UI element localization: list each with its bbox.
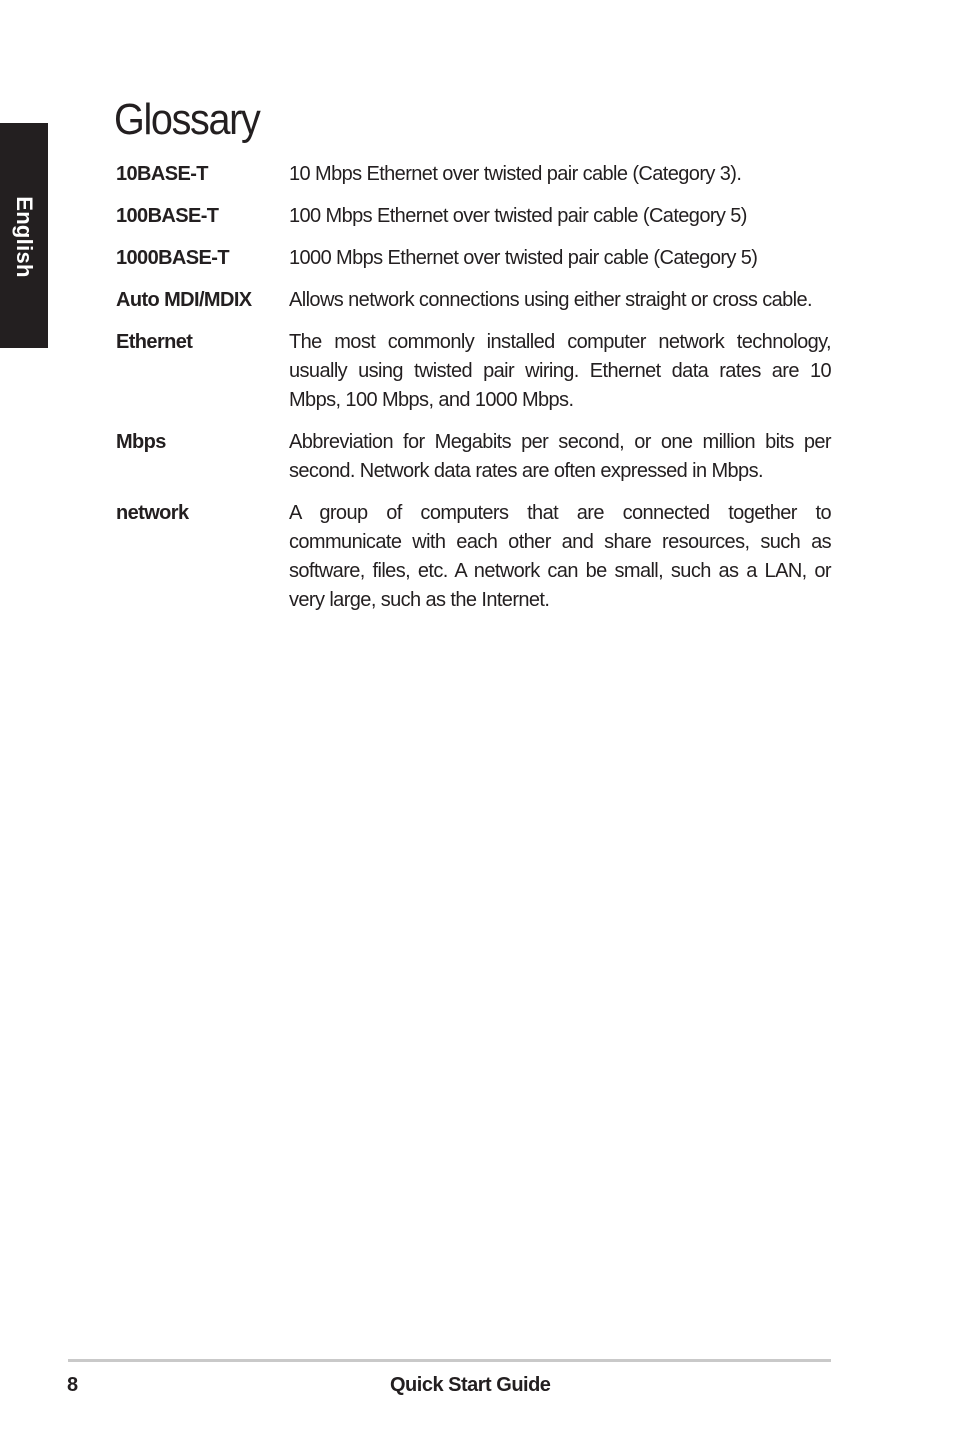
glossary-entry: [116, 286, 831, 315]
glossary-entry: [116, 499, 831, 615]
glossary-list: [116, 160, 831, 628]
footer-divider: [68, 1359, 831, 1362]
glossary-definition: Allows network connections using either straight or cross cable.: [289, 289, 812, 311]
glossary-definition: The most commonly installed computer network technology, usually using twisted pair wiring. Ethernet data rates are 10 Mbps, 100 Mbps, and 1000 Mbps.: [289, 331, 831, 411]
glossary-term: network: [116, 502, 189, 524]
glossary-term: 1000BASE-T: [116, 247, 229, 269]
footer-guide-title: Quick Start Guide: [390, 1374, 551, 1396]
glossary-definition: A group of computers that are connected together to communicate with each other and share resources, such as software, files, etc. A network can be small, such as a LAN, or very large, such as the Internet.: [289, 502, 831, 611]
page-number: 8: [67, 1374, 79, 1396]
glossary-entry: [116, 428, 831, 486]
glossary-definition: 10 Mbps Ethernet over twisted pair cable (Category 3).: [289, 163, 742, 185]
glossary-definition: Abbreviation for Megabits per second, or one million bits per second. Network data rates are often expressed in Mbps.: [289, 431, 831, 482]
glossary-entry: [116, 328, 831, 415]
glossary-entry: [116, 202, 831, 231]
glossary-term: Auto MDI/MDIX: [116, 289, 252, 311]
glossary-term: Mbps: [116, 431, 166, 453]
glossary-term: 100BASE-T: [116, 205, 219, 227]
glossary-definition: 1000 Mbps Ethernet over twisted pair cable (Category 5): [289, 247, 758, 269]
glossary-entry: [116, 160, 831, 189]
page-title: Glossary: [114, 95, 260, 144]
glossary-entry: [116, 244, 831, 273]
glossary-definition: 100 Mbps Ethernet over twisted pair cable (Category 5): [289, 205, 747, 227]
glossary-term: 10BASE-T: [116, 163, 208, 185]
glossary-term: Ethernet: [116, 331, 193, 353]
language-tab-label: English: [12, 196, 37, 278]
